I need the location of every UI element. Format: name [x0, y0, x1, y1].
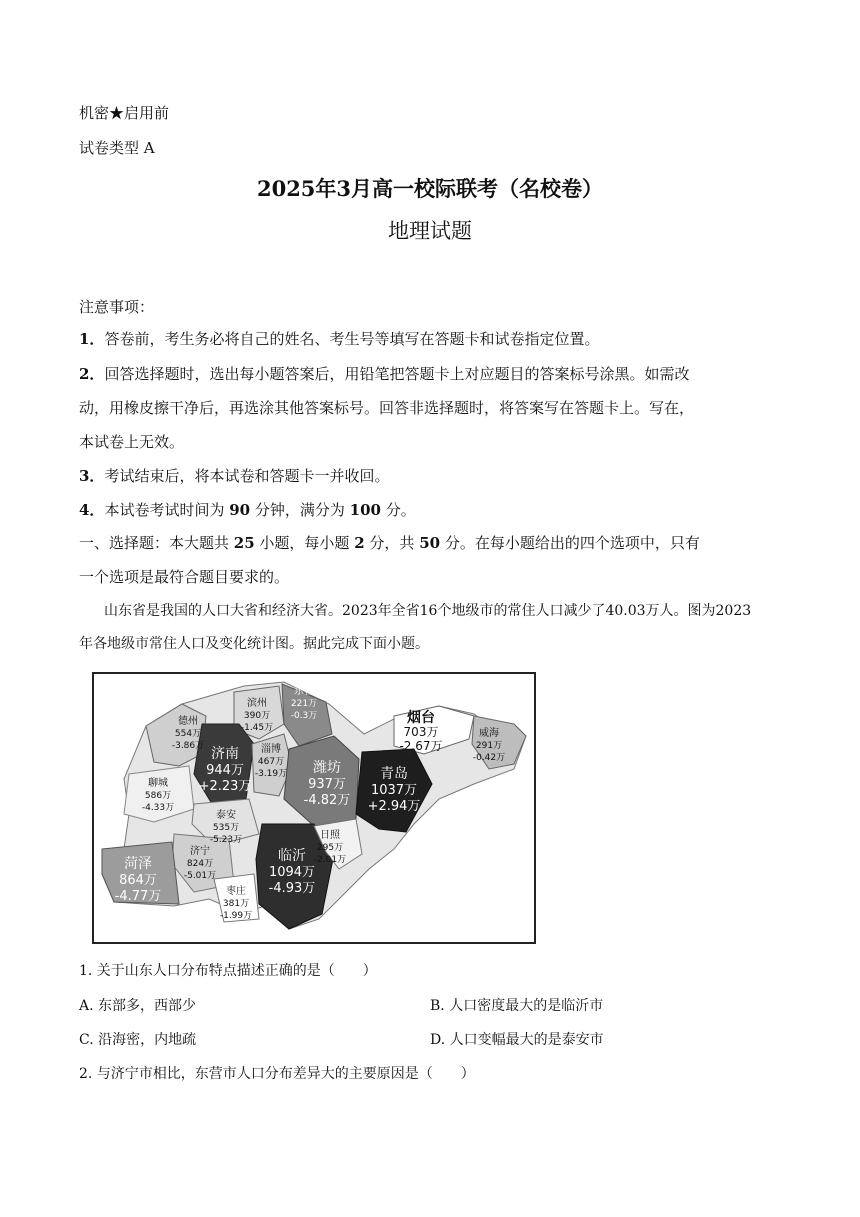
city-name: 聊城	[148, 778, 168, 789]
city-name: 潍坊	[313, 760, 341, 776]
city-change: -5.01万	[183, 871, 217, 881]
city-name: 日照	[320, 830, 340, 841]
exam-time: 90	[229, 501, 251, 519]
section-instructions	[79, 532, 700, 553]
points-each: 2	[354, 534, 365, 552]
city-name: 威海	[479, 728, 499, 739]
city-pop: 467万	[257, 757, 285, 767]
city-pop: 586万	[144, 791, 172, 801]
intro-line-2: 年各地级市常住人口及变化统计图。据此完成下面小题。	[79, 636, 429, 652]
city-change: -4.77万	[114, 889, 162, 904]
notice-text: 答卷前，考生务必将自己的姓名、考生号等填写在答题卡和试卷指定位置。	[104, 330, 600, 348]
city-name: 青岛	[380, 766, 408, 782]
notice-text: 考试结束后，将本试卷和答题卡一并收回。	[104, 467, 390, 485]
section-text: 分。在每小题给出的四个选项中，只有	[440, 534, 700, 552]
question-1-option-a[interactable]: A. 东部多，西部少	[79, 998, 197, 1014]
paper-type: 试卷类型 A	[79, 139, 155, 157]
subject-title: 地理试题	[388, 219, 472, 243]
city-name: 烟台	[407, 710, 435, 726]
city-name: 滨州	[247, 698, 267, 709]
city-change: +2.94万	[367, 799, 421, 814]
city-pop: 381万	[222, 899, 250, 909]
city-name: 泰安	[216, 810, 236, 821]
city-pop: 864万	[119, 873, 157, 888]
question-1-option-b[interactable]: B. 人口密度最大的是临沂市	[430, 998, 604, 1014]
question-count: 25	[233, 534, 255, 552]
city-pop: 390万	[243, 711, 271, 721]
city-change: -4.93万	[268, 881, 316, 896]
city-name: 淄博	[261, 744, 281, 755]
city-pop: 944万	[206, 763, 244, 778]
notice-item-1	[79, 328, 599, 349]
city-pop: 824万	[186, 859, 214, 869]
city-name: 德州	[178, 716, 198, 727]
city-pop: 295万	[316, 843, 344, 853]
city-name: 临沂	[278, 848, 306, 864]
notice-heading: 注意事项：	[79, 298, 155, 316]
city-name: 济宁	[190, 846, 210, 857]
city-pop: 937万	[308, 777, 346, 792]
points-total: 50	[419, 534, 441, 552]
notice-num: 3．	[79, 467, 105, 485]
city-pop: 221万	[290, 699, 318, 709]
question-2-stem: 2. 与济宁市相比，东营市人口分布差异大的主要原因是（ ）	[79, 1066, 475, 1082]
notice-num: 4．	[79, 501, 105, 519]
question-1-option-d[interactable]: D. 人口变幅最大的是泰安市	[430, 1032, 604, 1048]
city-change: -4.82万	[303, 793, 351, 808]
city-pop: 291万	[475, 741, 503, 751]
city-change: -5.23万	[209, 835, 243, 845]
city-pop: 554万	[174, 729, 202, 739]
city-change: -4.33万	[141, 803, 175, 813]
city-pop: 1037万	[370, 783, 418, 798]
section-text: 一、选择题：本大题共	[79, 534, 234, 552]
city-change: -0.42万	[472, 753, 506, 763]
notice-item-2-line-3: 本试卷上无效。	[79, 433, 185, 451]
notice-text: 本试卷考试时间为	[104, 501, 230, 519]
city-change: -3.86万	[171, 741, 205, 751]
section-text: 小题，每小题	[254, 534, 355, 552]
city-pop: 703万	[403, 725, 439, 739]
question-1-option-c[interactable]: C. 沿海密，内地疏	[79, 1032, 197, 1048]
city-change: -1.99万	[219, 911, 253, 921]
map-graphic	[94, 674, 534, 942]
city-change: -2.67万	[399, 739, 443, 753]
city-pop: 535万	[212, 823, 240, 833]
city-change: -0.3万	[290, 711, 318, 721]
exam-title: 2025年3月高一校际联考（名校卷）	[256, 176, 604, 201]
city-change: -1.45万	[240, 723, 274, 733]
city-name: 东营	[294, 686, 314, 697]
city-change: -3.19万	[254, 769, 288, 779]
notice-num: 2．	[79, 365, 105, 383]
notice-num: 1．	[79, 330, 105, 348]
shandong-population-map	[92, 672, 536, 944]
full-score: 100	[349, 501, 381, 519]
question-1-stem: 1. 关于山东人口分布特点描述正确的是（ ）	[79, 963, 377, 979]
notice-item-2	[79, 363, 689, 384]
city-name: 枣庄	[226, 886, 246, 897]
notice-text: 分钟，满分为	[250, 501, 350, 519]
notice-item-2-line-2: 动，用橡皮擦干净后，再选涂其他答案标号。回答非选择题时，将答案写在答题卡上。写在，	[79, 399, 695, 417]
city-name: 菏泽	[124, 856, 152, 872]
city-change: +2.23万	[198, 779, 252, 794]
city-pop: 1094万	[268, 865, 316, 880]
notice-text: 回答选择题时，选出每小题答案后，用铅笔把答题卡上对应题目的答案标号涂黑。如需改	[104, 365, 690, 383]
intro-line-1: 山东省是我国的人口大省和经济大省。2023年全省16个地级市的常住人口减少了40.03万人。图为2023	[104, 603, 752, 619]
city-name: 济南	[211, 746, 239, 762]
city-change: -2.01万	[313, 855, 347, 865]
notice-item-4	[79, 499, 416, 520]
notice-text: 分。	[380, 501, 416, 519]
section-instructions-line-2: 一个选项是最符合题目要求的。	[79, 568, 290, 586]
confidential-mark: 机密★启用前	[79, 104, 170, 122]
notice-item-3	[79, 465, 389, 486]
section-text: 分，共	[364, 534, 420, 552]
